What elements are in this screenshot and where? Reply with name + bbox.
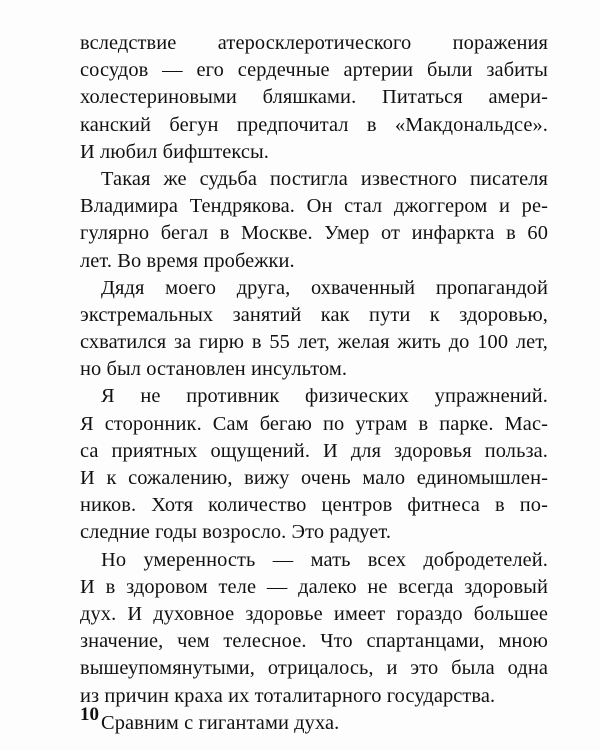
text-line: Я сторонник. Сам бегаю по утрам в парке. Мас- [80,412,548,435]
text-line: Такая же судьба постигла известного писателя [101,167,548,190]
text-line: Владимира Тендрякова. Он стал джоггером и ре- [80,195,548,218]
text-line: следние годы возросло. Это радует. [80,521,392,544]
text-line: канский бегун предпочитал в «Макдональдсе». [80,113,548,136]
text-line: Я не противник физических упражнений. [101,385,548,408]
text-line: сосудов — его сердечные артерии были забиты [80,59,548,82]
paragraph-2 [80,166,548,275]
paragraph-3 [80,275,548,384]
text-line: Но умеренность — мать всех добродетелей. [101,548,548,571]
text-line: гулярно бегал в Москве. Умер от инфаркта в 60 [80,222,548,245]
text-line: Дядя моего друга, охваченный пропагандой [101,276,548,299]
paragraph-1 [80,30,548,166]
text-line: дух. И духовное здоровье имеет гораздо большее [80,602,548,625]
text-line: лет. Во время пробежки. [80,249,295,272]
text-line: из причин краха их тоталитарного государства. [80,684,496,707]
text-line: Сравним с гигантами духа. [101,711,340,734]
text-line: схватился за гирю в 55 лет, желая жить до 100 лет, [80,331,548,354]
text-line: вышеупомянутыми, отрицалось, и это была одна [80,657,548,680]
text-line: И любил бифштексы. [80,140,269,163]
paragraph-5 [80,547,548,710]
text-line: но был остановлен инсультом. [80,358,348,381]
text-line: значение, чем телесное. Что спартанцами, мною [80,630,548,653]
text-line: ников. Хотя количество центров фитнеса в по- [80,494,548,517]
text-line: И к сожалению, вижу очень мало единомышлен- [80,467,548,489]
paragraph-4 [80,383,548,546]
text-line: са приятных ощущений. И для здоровья польза. [80,439,548,462]
body-text [80,30,548,737]
text-line: вследствие атеросклеротического поражения [80,32,548,54]
text-line: холестериновыми бляшками. Питаться амери- [80,86,548,109]
paragraph-6 [80,710,548,737]
text-line: И в здоровом теле — далеко не всегда здоровый [80,575,548,598]
page-number: 10 [80,704,99,725]
text-line: экстремальных занятий как пути к здоровью, [80,303,548,326]
